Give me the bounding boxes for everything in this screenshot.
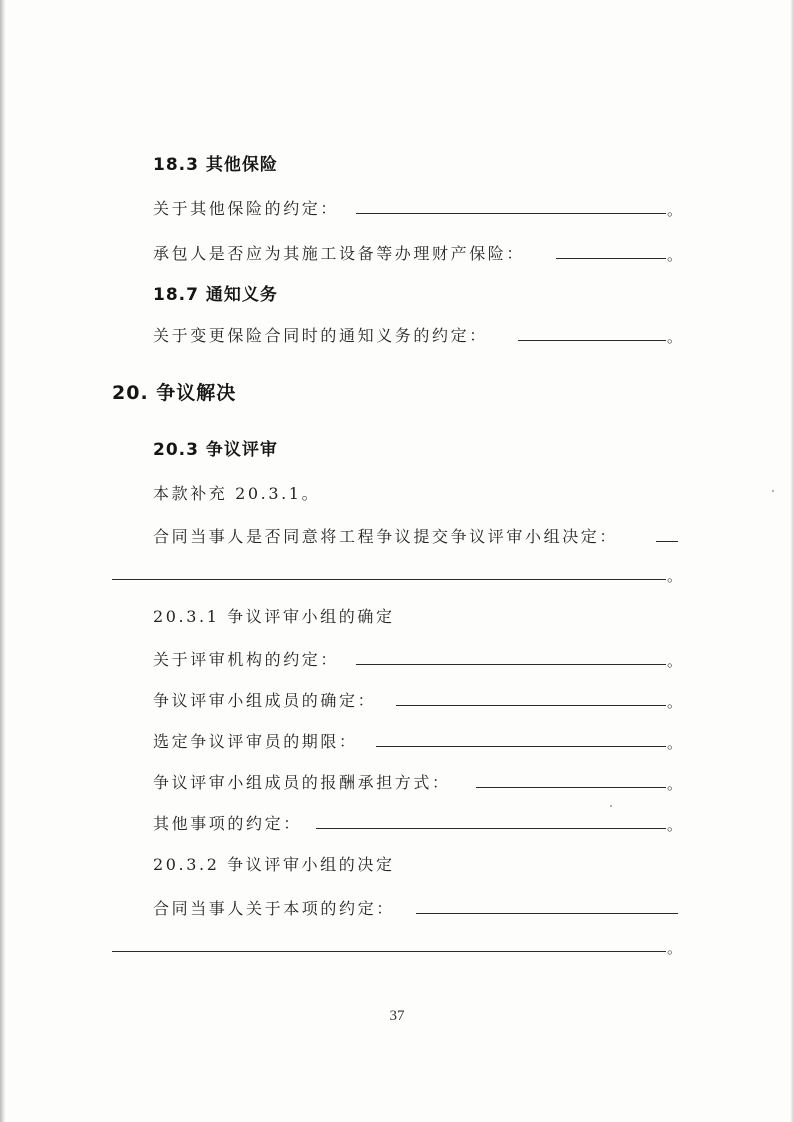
scan-speck — [772, 490, 774, 492]
label-notification-obligation: 关于变更保险合同时的通知义务的约定： — [153, 326, 488, 345]
blank-panel-members[interactable] — [396, 705, 666, 706]
text-supplement-20-3-1: 本款补充 20.3.1。 — [153, 484, 321, 503]
blank-other-insurance[interactable] — [356, 213, 666, 214]
page-number: 37 — [389, 1008, 405, 1024]
label-other-insurance: 关于其他保险的约定： — [153, 199, 340, 218]
period-mark: 。 — [667, 734, 683, 752]
heading-20-3-1: 20.3.1 争议评审小组的确定 — [153, 607, 395, 626]
label-panel-members: 争议评审小组成员的确定： — [153, 691, 377, 710]
period-mark: 。 — [667, 246, 683, 264]
label-agree-dispute-review: 合同当事人是否同意将工程争议提交争议评审小组决定： — [153, 527, 619, 546]
heading-18-3: 18.3 其他保险 — [153, 155, 278, 175]
label-selection-deadline: 选定争议评审员的期限： — [153, 732, 358, 751]
label-review-institution: 关于评审机构的约定： — [153, 650, 340, 669]
label-remuneration: 争议评审小组成员的报酬承担方式： — [153, 773, 451, 792]
period-mark: 。 — [667, 775, 683, 793]
heading-20-3: 20.3 争议评审 — [153, 440, 278, 460]
blank-selection-deadline[interactable] — [376, 746, 666, 747]
period-mark: 。 — [667, 201, 683, 219]
label-this-item: 合同当事人关于本项的约定： — [153, 899, 395, 918]
blank-agree-dispute-review[interactable] — [112, 579, 666, 580]
blank-equipment-property-insurance[interactable] — [556, 258, 666, 259]
period-mark: 。 — [667, 693, 683, 711]
scan-speck — [610, 805, 612, 807]
blank-review-institution[interactable] — [356, 664, 666, 665]
heading-20-3-2: 20.3.2 争议评审小组的决定 — [153, 855, 395, 874]
heading-20: 20. 争议解决 — [112, 382, 237, 404]
period-mark: 。 — [667, 816, 683, 834]
period-mark: 。 — [667, 567, 683, 585]
heading-18-7: 18.7 通知义务 — [153, 285, 278, 305]
period-mark: 。 — [667, 939, 683, 957]
label-other-matters: 其他事项的约定： — [153, 814, 302, 833]
blank-other-matters[interactable] — [316, 828, 666, 829]
scan-edge-right — [790, 0, 794, 1122]
blank-this-item[interactable] — [112, 951, 666, 952]
label-equipment-property-insurance: 承包人是否应为其施工设备等办理财产保险： — [153, 244, 526, 263]
period-mark: 。 — [667, 328, 683, 346]
blank-notification-obligation[interactable] — [518, 340, 666, 341]
blank-agree-dispute-review-start[interactable] — [656, 541, 678, 542]
period-mark: 。 — [667, 652, 683, 670]
blank-remuneration[interactable] — [476, 787, 666, 788]
scan-edge-left — [0, 0, 6, 1122]
blank-this-item-start[interactable] — [416, 913, 678, 914]
